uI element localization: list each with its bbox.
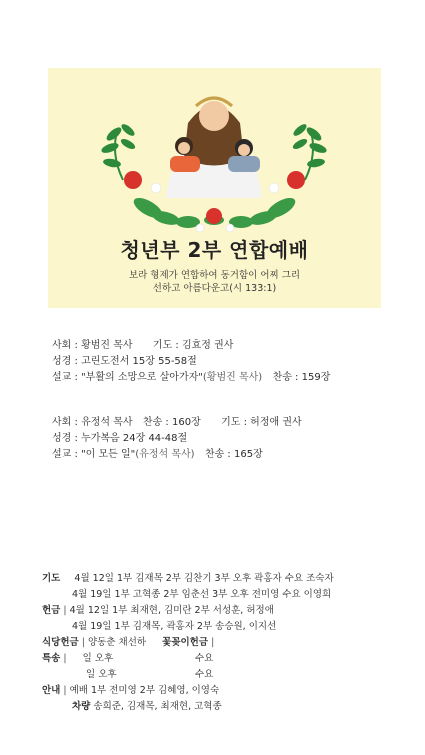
prayer-duty-date2: 4월 19일: [72, 589, 112, 600]
service1-scripture-row: [52, 352, 197, 367]
sermon-preacher: (유정석 목사): [135, 449, 195, 460]
prayer-duty-names1: 1부 김재목 2부 김찬기 3부 오후 곽홍자 수요 조숙자: [116, 573, 334, 584]
event-banner: [48, 68, 381, 308]
special-song-row1: 특송 | 일 오후: [42, 653, 114, 664]
prayer-duty-label: 기도: [42, 573, 61, 584]
scripture-text: 고린도전서 15장 55-58절: [81, 356, 197, 367]
hymn-number: 160장: [171, 417, 201, 428]
hymn-label: 찬송 :: [272, 372, 299, 383]
vehicle-row: [72, 698, 222, 712]
meal-offering-row: 식당헌금 | 양동춘 채선하 꽃꽂이헌금 |: [42, 637, 215, 648]
meal-offering-label: 식당헌금: [42, 637, 79, 648]
hymn-number: 165장: [234, 449, 263, 460]
prayer-label: 기도 :: [221, 417, 247, 428]
sermon-label: 설교 :: [52, 372, 78, 383]
scripture-text: 누가복음 24장 44-48절: [81, 433, 188, 444]
meal-offering-names: 양동춘 채선하: [87, 637, 147, 648]
hymn-label: 찬송 :: [142, 417, 169, 428]
jesus-figure: [166, 98, 262, 198]
special-song-sunday1: 일 오후: [82, 653, 114, 664]
service2-leader-row: [52, 413, 302, 428]
prayer-duty-date1: 4월 12일: [74, 573, 114, 584]
special-song-label: 특송: [42, 653, 61, 664]
prayer-duty-row1: [42, 570, 334, 584]
guide-names1: 예배 1부 전미영 2부 김혜영, 이영숙: [69, 685, 220, 696]
prayer-duty-row2: [72, 586, 331, 600]
prayer-name: 김효정 권사: [181, 340, 234, 351]
leader-label: 사회 :: [52, 417, 78, 428]
offering-names1: 1부 최재현, 김미란 2부 서성훈, 허정애: [112, 605, 274, 616]
banner-verse-line1: 보라 형제가 연합하여 동거함이 어찌 그리: [128, 270, 301, 281]
banner-verse-line2: 선하고 아름다운고(시 133:1): [152, 283, 277, 294]
service2-sermon-row: [52, 445, 263, 460]
hymn-label: 찬송 :: [204, 449, 231, 460]
offering-date2: 4월 19일: [72, 621, 112, 632]
vehicle-label: 차량: [72, 701, 91, 712]
scripture-label: 성경 :: [52, 433, 78, 444]
service2-scripture-row: [52, 429, 187, 444]
scripture-label: 성경 :: [52, 356, 78, 367]
sermon-title: "부활의 소망으로 살아가자": [81, 372, 203, 383]
offering-names2: 1부 김재목, 곽홍자 2부 송승원, 이지선: [114, 621, 277, 632]
sermon-title: "이 모든 일": [81, 449, 136, 460]
sermon-label: 설교 :: [52, 449, 78, 460]
offering-date1: 4월 12일: [69, 605, 110, 616]
hymn-number: 159장: [301, 372, 331, 383]
special-song-sunday2: 일 오후: [86, 669, 117, 680]
prayer-label: 기도 :: [152, 340, 179, 351]
guide-label: 안내: [42, 685, 61, 696]
service1-sermon-row: [52, 368, 330, 383]
special-song-wed1: 수요: [195, 653, 214, 664]
guide-row1: 안내 | 예배 1부 전미영 2부 김혜영, 이영숙: [42, 685, 220, 696]
flower-offering-label: 꽃꽂이헌금: [162, 637, 209, 648]
leader-name: 황범진 목사: [81, 340, 133, 351]
offering-label: 헌금: [42, 605, 61, 616]
leader-label: 사회 :: [52, 340, 78, 351]
vehicle-names: 송희준, 김재목, 최재현, 고혁종: [93, 701, 222, 712]
offering-row2: [72, 618, 276, 632]
special-song-wed2: 수요: [195, 669, 214, 680]
prayer-duty-names2: 1부 고혁종 2부 임춘선 3부 오후 전미영 수요 이영희: [114, 589, 332, 600]
banner-title: 청년부 2부 연합예배: [120, 238, 309, 262]
prayer-name: 허정애 권사: [250, 417, 302, 428]
sermon-preacher: (황범진 목사): [202, 372, 263, 383]
service1-leader-row: [52, 336, 233, 351]
offering-row1: 헌금 | 4월 12일 1부 최재현, 김미란 2부 서성훈, 허정애: [42, 605, 274, 616]
leader-name: 유정석 목사: [81, 417, 133, 428]
